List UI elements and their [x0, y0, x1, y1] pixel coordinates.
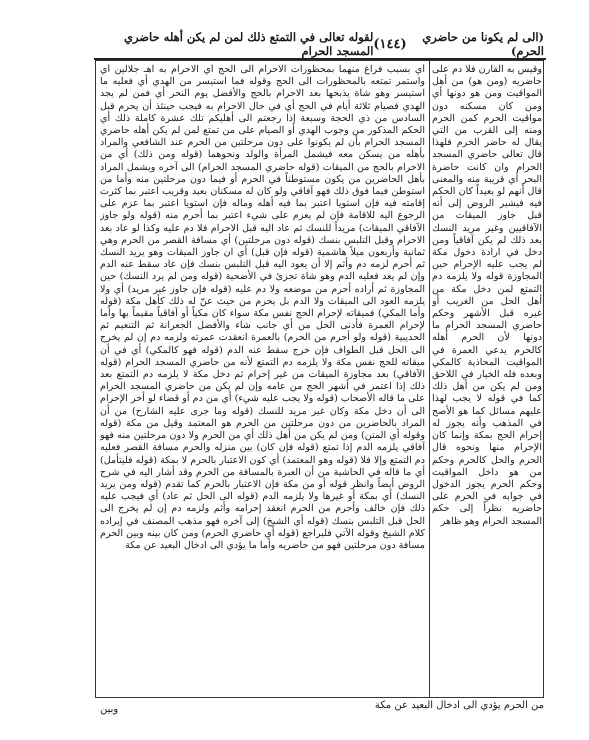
header-right-title: (الى لم يكونا من حاضري الحرم) [422, 30, 544, 58]
running-header [92, 32, 544, 56]
main-commentary [100, 64, 425, 694]
footer-line: من الحرم يؤدي الى ادخال البعيد عن مكة [374, 700, 544, 711]
margin-commentary [432, 64, 542, 694]
catchword: وبين [100, 704, 119, 715]
column-divider [429, 60, 430, 698]
main-paragraph: أي بسبب فراغ منهما بمحظورات الاحرام الى الحج أي الاحرام به اهـ جلالين أي واستمر تمتعه بالمحظورات الى الحج وقوله فما استيسر من الهدي أي فعليه ما استيسر وهو شاة يذبحها بعد الاحرام بالحج والأفضل يوم النحر أي فمن لم يجد الهدي فصيام ثلاثة أيام في الحج أي في حال الاحرام به فيجب حينئذ أن يحرم قبل السادس من ذي الحجة وسبعة إذا رجعتم الى أهليكم تلك عشرة كاملة ذلك أي الحكم المذكور من وجوب الهدي أو الصيام على من تمتع لمن لم يكن أهله حاضري المسجد الحرام بأن لم يكونوا على دون مرحلتين من الحرم عند الشافعي والمراد بأهله من يسكن معه فيشمل المرأة والولد ونحوهما (قوله ومن ذلك) أي من الاحرام بالحج من الميقات (قوله حاضري المسجد الحرام) الى آخره ويشمل المراد بأهل الحاضرين من يكون مستوطناً في الحرم أو فيما دون مرحلتين منه وأما من استوطن فيما فوق ذلك فهو آفاقي ولو كان له مسكنان بعيد وقريب اعتبر بما كثرت إقامته فيه فإن استويا اعتبر بما فيه أهله وماله فإن استويا اعتبر بما عزم على الرجوع اليه للاقامة فإن لم يعزم على شيء اعتبر بما أحرم منه (قوله ولو جاوز الآفاقي الميقات) مريداً للنسك ثم عاد اليه قبل الاحرام فلا دم عليه وكذا لو عاد بعد الاحرام وقبل التلبس بنسك (قوله دون مرحلتين) أي مسافة القصر من الحرم وهي ثمانية وأربعون ميلاً هاشمية (قوله فإن قبل) أي ان جاوز الميقات وهو يريد النسك ثم أحرم لزمه دم وأثم إلا أن يعود اليه قبل التلبس بنسك فإن عاد سقط عنه الدم وإن لم يعد فعليه الدم وهو شاة تجزئ في الأضحية (قوله ومن لم يرد النسك) حين المجاوزة ثم أراده أحرم من موضعه ولا دم عليه (قوله فإن جاوز غير مريد) أي ولا يلزمه العود الى الميقات ولا الدم بل يحرم من حيث عنّ له ذلك كأهل مكة (قوله وأما المكي) فميقاته لإحرام الحج نفس مكة سواء كان مكياً أو آفاقياً مقيماً بها وأما لإحرام العمرة فأدنى الحل من أي جانب شاء والأفضل الجعرانة ثم التنعيم ثم الحديبية (قوله ولو أحرم من الحرم) بالعمرة انعقدت عمرته ولزمه دم إن لم يخرج الى الحل قبل الطواف فإن خرج سقط عنه الدم (قوله فهو كالمكي) أي في أن ميقاته للحج نفس مكة ولا يلزمه دم التمتع لأنه من حاضري المسجد الحرام (قوله الآفاقي) بعد مجاوزة الميقات من غير إحرام ثم دخل مكة لا يلزمه دم التمتع بعد ذلك إذا اعتمر في أشهر الحج من عامه وإن لم يكن من حاضري المسجد الحرام على ما قاله الأصحاب (قوله ولا يجب عليه شيء) أي من دم أو قضاء لو أخر الإحرام الى أن دخل مكة وكان غير مريد للنسك (قوله وما جرى عليه الشارح) من أن المراد بالحاضرين من دون مرحلتين من الحرم هو المعتمد وقيل من مكة (قوله وقوله أي المتن) ومن لم يكن من أهل ذلك أي من الحرم ولا دون مرحلتين منه فهو آفاقي يلزمه الدم إذا تمتع (قوله فإن كان) بين منزله والحرم مسافة القصر فعليه دم التمتع وإلا فلا (قوله وهو المعتمد) أي كون الاعتبار بالحرم لا بمكة (قوله فليتأمل) أي ما قاله في الحاشية من أن العبرة بالمسافة من الحرم وقد أشار اليه في شرح الروض أيضاً وانظر قوله أو من مكة فإن الاعتبار بالحرم كما تقدم (قوله ومن يريد النسك) أي بمكة أو غيرها ولا يلزمه الدم (قوله الى الحل ثم عاد) أي فيجب عليه ذلك فإن خالف وأحرم من الحرم انعقد إحرامه وأثم ولزمه دم إن لم يخرج الى الحل قبل التلبس بنسك (قوله أي الشيخ) إلى آخره فهو مذهب المصنف في إيراده كلام الشيخ وقوله الآتي فليراجع (قوله أي حاضري الحرم) ومن كان بينه وبين الحرم مسافة دون مرحلتين فهو من حاضريه وأما ما يؤدي الى ادخال البعيد عن مكة [100, 64, 425, 551]
page-number: (١٤٤) [373, 36, 407, 52]
margin-paragraph: وقيس به القارن فلا دم على حاضريه (ومن هو) من أهل المواقيت ومن هو دونها أي ومن كان مسكنه دون مواقيت الحرم كمن الحرم ومنه إلى القرب من التي يقال له حاضر الحرم فلهذا قال تعالى حاضري المسجد الحرام وان كانت حاضرة البحر أي قريبة منه والمعنى قال أنهم لو بعيداً كان الحكم فيه فيشير الروض إلى أنه قبل جاوز الميقات من الآفاقيين وغير مريد النسك بعد ذلك لم يكن آفاقياً ومن دخل في ارادة دخول مكة لم يجب عليه الإحرام حين المجاوزة قوله ولا يلزمه دم التمتع لمن دخل مكة من أهل الحل من الغريب أو غيره قبل الأشهر وحكم حاضري المسجد الحرام ما دونها لأن الحرم أهله كالحرم يدعي العمرة في المواقيت المحاذية كالمكي وبعده فله الخيار في اللاحق ومن لم يكن من أهل ذلك كما في قوله لا يجب لهذا عليهم مسائل كما هو الأصح في المذهب وأنه يجوز له إحرام الحج بمكة وإنما كان الإحرام منها ونحوه قال الحرم والحل كالحرم وحكم من هو داخل المواقيت وحكم الحرم يجوز الدخول في جوابه في الحرم على حاضريه نظراً إلى حكم المسجد الحرام وهو ظاهر [432, 64, 542, 527]
header-left-title: لقوله تعالى في التمتع ذلك لمن لم يكن أهله حاضري المسجد الحرام [123, 30, 374, 58]
